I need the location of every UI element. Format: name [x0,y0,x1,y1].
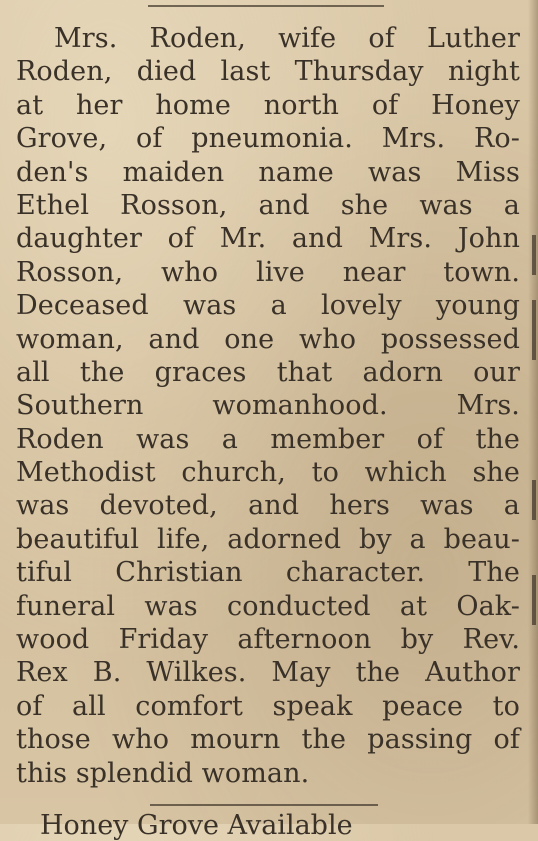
next-article-fragment: Honey Grove Available [40,810,353,841]
article-line: wood Friday afternoon by Rev. [16,624,520,656]
article-line: daughter of Mr. and Mrs. John [16,223,520,255]
edge-ink-mark [532,235,536,275]
article-line: this splendid woman. [16,757,310,789]
edge-ink-mark [532,300,536,360]
article-line: Rex B. Wilkes. May the Author [16,657,520,689]
article-line: Methodist church, to which she [16,457,520,489]
article-line: woman, and one who possessed [16,323,520,355]
article-line: Roden was a member of the [16,423,520,455]
article-line: Grove, of pneumonia. Mrs. Ro- [16,123,520,155]
article-line: at her home north of Honey [16,89,520,121]
article-line: funeral was conducted at Oak- [16,590,520,622]
column-edge-shadow [528,0,538,824]
article-line: Deceased was a lovely young [16,290,520,322]
obituary-article [16,22,520,790]
article-line: was devoted, and hers was a [16,490,520,522]
edge-ink-mark [532,480,536,520]
article-line: Roden, died last Thursday night [16,56,520,88]
article-line: den's maiden name was Miss [16,156,520,188]
article-line: all the graces that adorn our [16,356,520,388]
top-separator-rule [148,5,384,7]
article-line: of all comfort speak peace to [16,690,520,722]
article-line: Rosson, who live near town. [16,256,520,288]
article-line: beautiful life, adorned by a beau- [16,523,520,555]
edge-ink-mark [532,575,536,625]
article-line: Southern womanhood. Mrs. [16,390,520,422]
bottom-separator-rule [150,804,378,806]
article-line: Ethel Rosson, and she was a [16,189,520,221]
article-line: tiful Christian character. The [16,557,520,589]
article-line: Mrs. Roden, wife of Luther [54,23,520,54]
article-line: those who mourn the passing of [16,724,520,756]
